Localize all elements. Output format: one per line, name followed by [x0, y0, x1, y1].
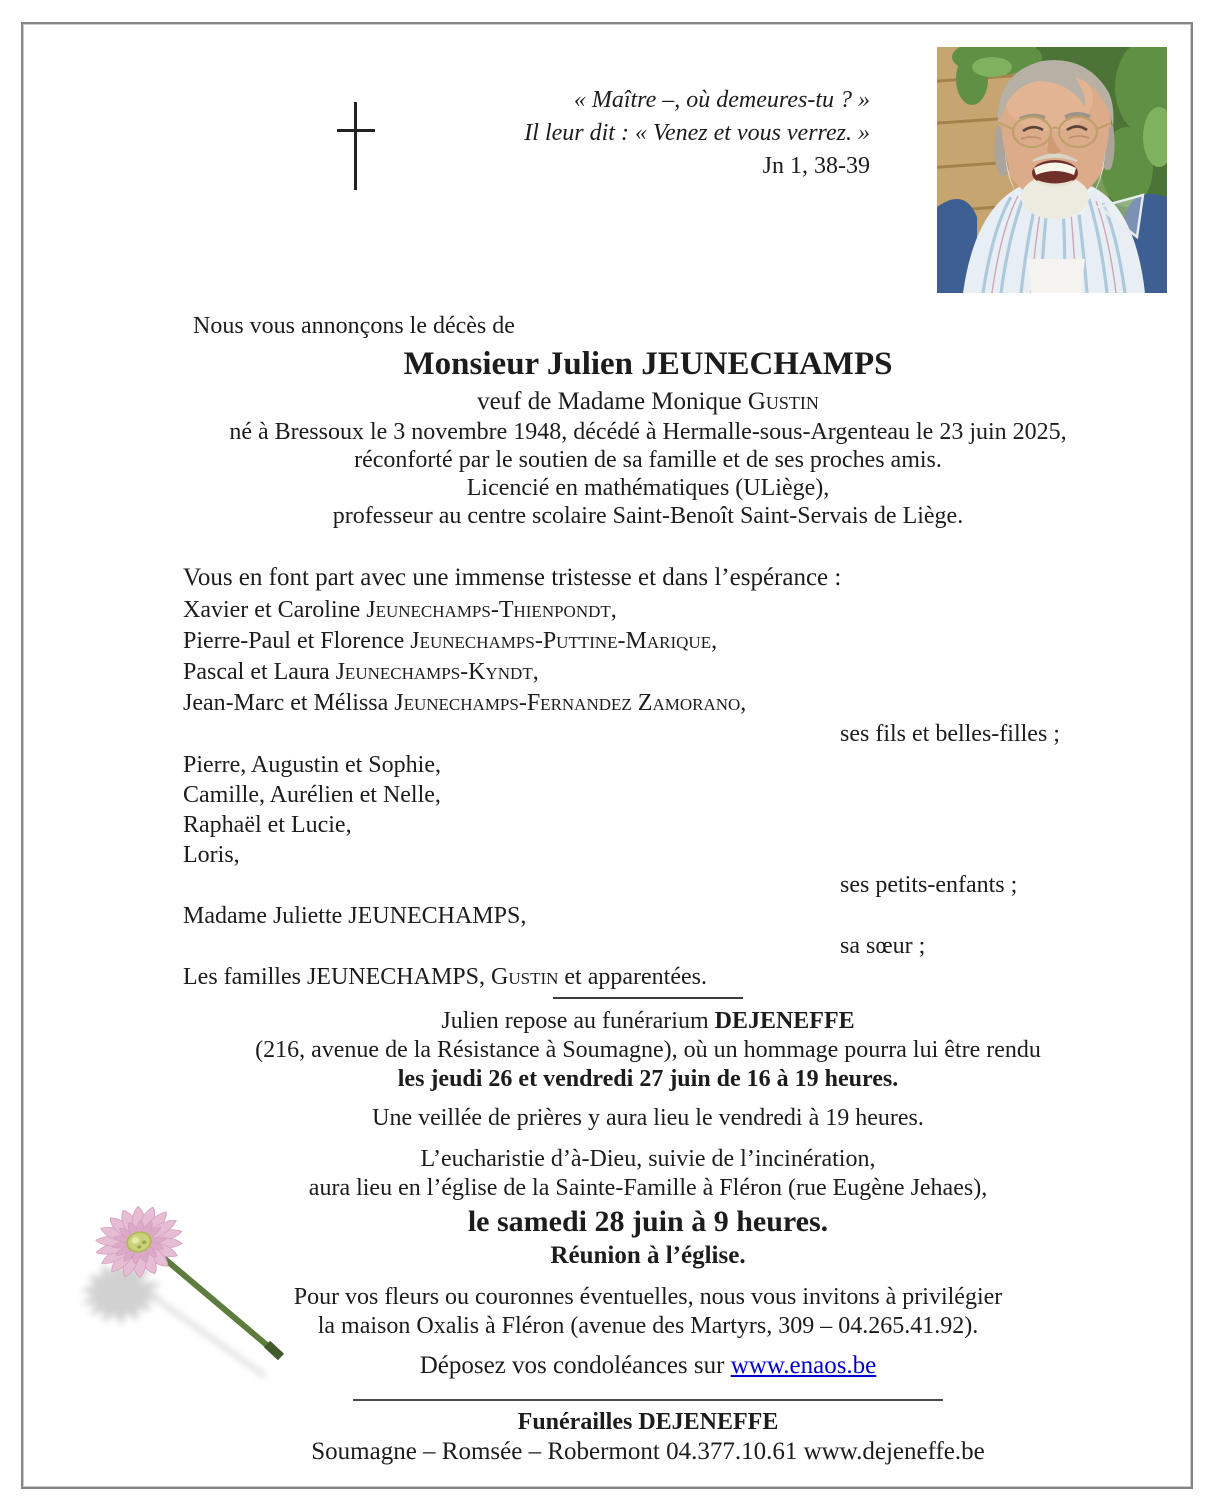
- sister-label: sa sœur ;: [840, 933, 926, 959]
- resting-line: Julien repose au funérarium DEJENEFFE: [441, 1008, 855, 1034]
- grandchild-line: Raphaël et Lucie,: [183, 812, 352, 838]
- meeting-line: Réunion à l’église.: [550, 1242, 746, 1269]
- flowers-line-1: Pour vos fleurs ou couronnes éventuelles, nous vous invitons à privilégier: [293, 1284, 1003, 1310]
- son-line: Pierre-Paul et Florence Jeunechamps-Puttine-Marique,: [183, 628, 718, 654]
- grandchild-line: Pierre, Augustin et Sophie,: [183, 752, 441, 778]
- funeral-home-contact: Soumagne – Romsée – Robermont 04.377.10.61 www.dejeneffe.be: [311, 1438, 985, 1465]
- portrait-photo: [937, 47, 1167, 293]
- quote-line-2: Il leur dit : « Venez et vous verrez. »: [524, 120, 870, 146]
- condolences-line: Déposez vos condoléances sur www.enaos.be: [419, 1352, 877, 1379]
- funerarium-address: (216, avenue de la Résistance à Soumagne), où un hommage pourra lui être rendu: [255, 1037, 1041, 1063]
- widower-line: veuf de Madame Monique Gustin: [477, 388, 819, 415]
- family-block: [183, 561, 1113, 992]
- son-line: Jean-Marc et Mélissa Jeunechamps-Fernandez Zamorano,: [183, 690, 747, 716]
- church-line: aura lieu en l’église de la Sainte-Famille à Fléron (rue Eugène Jehaes),: [308, 1175, 988, 1201]
- son-line: Xavier et Caroline Jeunechamps-Thienpondt,: [183, 597, 617, 623]
- flowers-notice-block: [183, 1283, 1113, 1341]
- funerarium-block: [183, 997, 1113, 1094]
- degree-line: Licencié en mathématiques (ULiège),: [466, 475, 830, 501]
- grandchildren-label: ses petits-enfants ;: [840, 872, 1018, 898]
- announcement-intro: Nous vous annonçons le décès de: [193, 313, 515, 339]
- grandchild-line: Loris,: [183, 842, 240, 868]
- scripture-quote: [524, 84, 870, 183]
- portrait-photo-illustration: [937, 47, 1167, 293]
- son-line: Pascal et Laura Jeunechamps-Kyndt,: [183, 659, 539, 685]
- ceremony-block: [183, 1145, 1113, 1271]
- deceased-name-title: Monsieur Julien JEUNECHAMPS: [403, 346, 893, 382]
- quote-reference: Jn 1, 38-39: [762, 153, 870, 179]
- announcement-block: [183, 310, 1113, 530]
- vigil-line: Une veillée de prières y aura lieu le vendredi à 19 heures.: [372, 1105, 924, 1131]
- profession-line: professeur au centre scolaire Saint-Benoît Saint-Servais de Liège.: [332, 503, 964, 529]
- condolences-link[interactable]: www.enaos.be: [730, 1352, 877, 1379]
- grandchild-line: Camille, Aurélien et Nelle,: [183, 782, 441, 808]
- flowers-line-2: la maison Oxalis à Fléron (avenue des Martyrs, 309 – 04.265.41.92).: [317, 1313, 979, 1339]
- funeral-home-name: Funérailles DEJENEFFE: [517, 1409, 779, 1435]
- flower-icon: [55, 1180, 313, 1402]
- quote-line-1: « Maître –, où demeures-tu ? »: [573, 87, 870, 113]
- footer-divider: [353, 1399, 943, 1401]
- comfort-line: réconforté par le soutien de sa famille et de ses proches amis.: [354, 447, 942, 473]
- eucharist-line: L’eucharistie d’à-Dieu, suivie de l’incinération,: [420, 1146, 876, 1172]
- ceremony-date: le samedi 28 juin à 9 heures.: [467, 1205, 829, 1238]
- visiting-hours: les jeudi 26 et vendredi 27 juin de 16 à 19 heures.: [397, 1066, 899, 1092]
- footer-block: [183, 1399, 1113, 1467]
- sons-label: ses fils et belles-filles ;: [840, 721, 1060, 747]
- section-divider: [553, 997, 743, 999]
- sister-line: Madame Juliette JEUNECHAMPS,: [183, 903, 527, 929]
- birth-death-line: né à Bressoux le 3 novembre 1948, décédé à Hermalle-sous-Argenteau le 23 juin 2025,: [229, 419, 1067, 445]
- cross-icon: [337, 102, 375, 190]
- family-intro: Vous en font part avec une immense tristesse et dans l’espérance :: [183, 564, 842, 591]
- families-line: Les familles JEUNECHAMPS, Gustin et apparentées.: [183, 964, 707, 990]
